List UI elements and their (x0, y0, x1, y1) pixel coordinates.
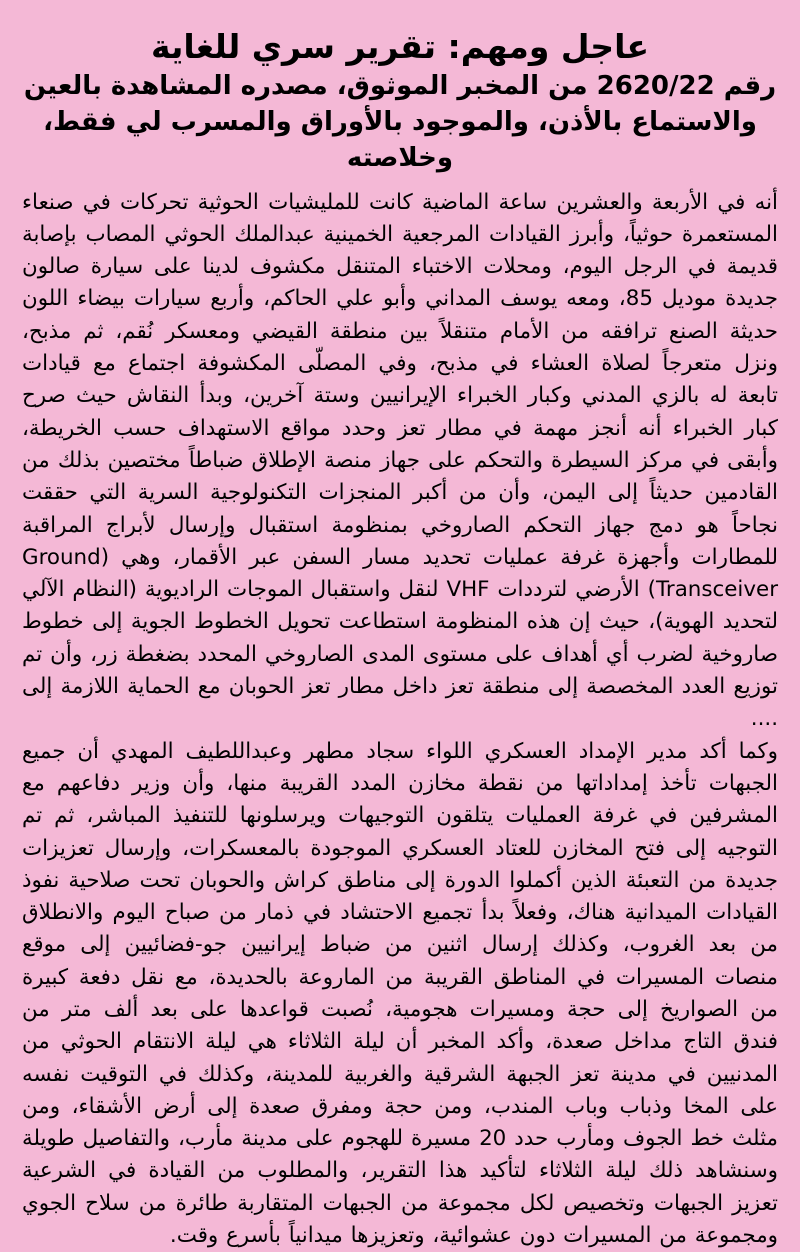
report-body (14, 187, 786, 1252)
report-paragraph-2: وكما أكد مدير الإمداد العسكري اللواء سجاد مطهر وعبداللطيف المهدي أن جميع الجبهات تأخذ إمداداتها من نقطة مخازن المدد القريبة منها، وأن وزير دفاعهم مع المشرفين في غرفة العمليات يتلقون التوجيهات ويرسلونها للتنفيذ المباشر، ثم تم التوجيه إلى فتح المخازن للعتاد العسكري الموجودة بالمعسكرات، وإرسال تعزيزات جديدة من التعبئة الذين أكملوا الدورة إلى مناطق كراش والحوبان تحت صلاحية نفوذ القيادات الميدانية هناك، وفعلاً بدأ تجميع الاحتشاد في ذمار من صباح اليوم والانطلاق من بعد الغروب، وكذلك إرسال اثنين من ضباط إيرانيين جو-فضائيين إلى موقع منصات المسيرات في المناطق القريبة من الماروعة بالحديدة، مع نقل دفعة كبيرة من الصواريخ إلى حجة ومسيرات هجومية، نُصبت قواعدها على بعد ألف متر من فندق التاج مداخل صعدة، وأكد المخبر أن ليلة الثلاثاء هي ليلة الانتقام الحوثي من المدنيين في مدينة تعز الجبهة الشرقية والغربية للمدينة، وكذلك في التوقيت نفسه على المخا وذباب وباب المندب، ومن حجة ومفرق صعدة إلى أرض الأشقاء، ومن مثلث خط الجوف ومأرب حدد 20 مسيرة للهجوم على مدينة مأرب، والتفاصيل طويلة وسنشاهد ذلك ليلة الثلاثاء لتأكيد هذا التقرير، والمطلوب من القيادة في الشرعية تعزيز الجبهات وتخصيص لكل مجموعة من الجبهات المتقاربة طائرة من سلاح الجوي ومجموعة من المسيرات دون عشوائية، وتعزيزها ميدانياً بأسرع وقت. (22, 738, 778, 1249)
report-document (14, 28, 786, 1252)
report-paragraph-1: أنه في الأربعة والعشرين ساعة الماضية كانت للمليشيات الحوثية تحركات في صنعاء المستعمرة حوثياً، وأبرز القيادات المرجعية الخمينية عبدالملك الحوثي المصاب بإصابة قديمة في الرجل اليوم، ومحلات الاختباء المتنقل مكشوف لدينا على سيارة صالون جديدة موديل 85، ومعه يوسف المداني وأبو علي الحاكم، وأربع سيارات بيضاء اللون حديثة الصنع ترافقه من الأمام متنقلاً بين منطقة القيضي ومعسكر نُقم، ثم مذبح، ونزل متعرجاً لصلاة العشاء في مذبح، وفي المصلّى المكشوفة اجتماع مع قيادات تابعة له بالزي المدني وكبار الخبراء الإيرانيين وستة آخرين، وبدأ النقاش حيث صرح كبار الخبراء أنه أنجز مهمة في مطار تعز وحدد مواقع الاستهداف حسب الخريطة، وأبقى في مركز السيطرة والتحكم على جهاز منصة الإطلاق ضباطاً مختصين بذلك من القادمين حديثاً إلى اليمن، وأن من أكبر المنجزات التكنولوجية السرية التي حققت نجاحاً هو دمج جهاز التحكم الصاروخي بمنظومة استقبال وإرسال لأبراج المراقبة للمطارات وأجهزة غرفة عمليات تحديد مسار السفن عبر الأقمار، وهي (Ground Transceiver) الأرضي لترددات VHF لنقل واستقبال الموجات الراديوية (النظام الآلي لتحديد الهوية)، حيث إن هذه المنظومة استطاعت تحويل الخطوط الجوية إلى خطوط صاروخية لضرب أي أهداف على مستوى المدى الصاروخي المحدد بضغطة زر، وأن تم توزيع العدد المخصصة إلى منطقة تعز داخل مطار تعز الحوبان مع الحماية اللازمة إلى .... (22, 189, 778, 732)
report-subtitle: رقم 2620/22 من المخبر الموثوق، مصدره المشاهدة بالعين والاستماع بالأذن، والموجود بالأوراق والمسرب لي فقط، وخلاصته (23, 70, 777, 173)
report-title: عاجل ومهم: تقرير سري للغاية (150, 27, 650, 66)
